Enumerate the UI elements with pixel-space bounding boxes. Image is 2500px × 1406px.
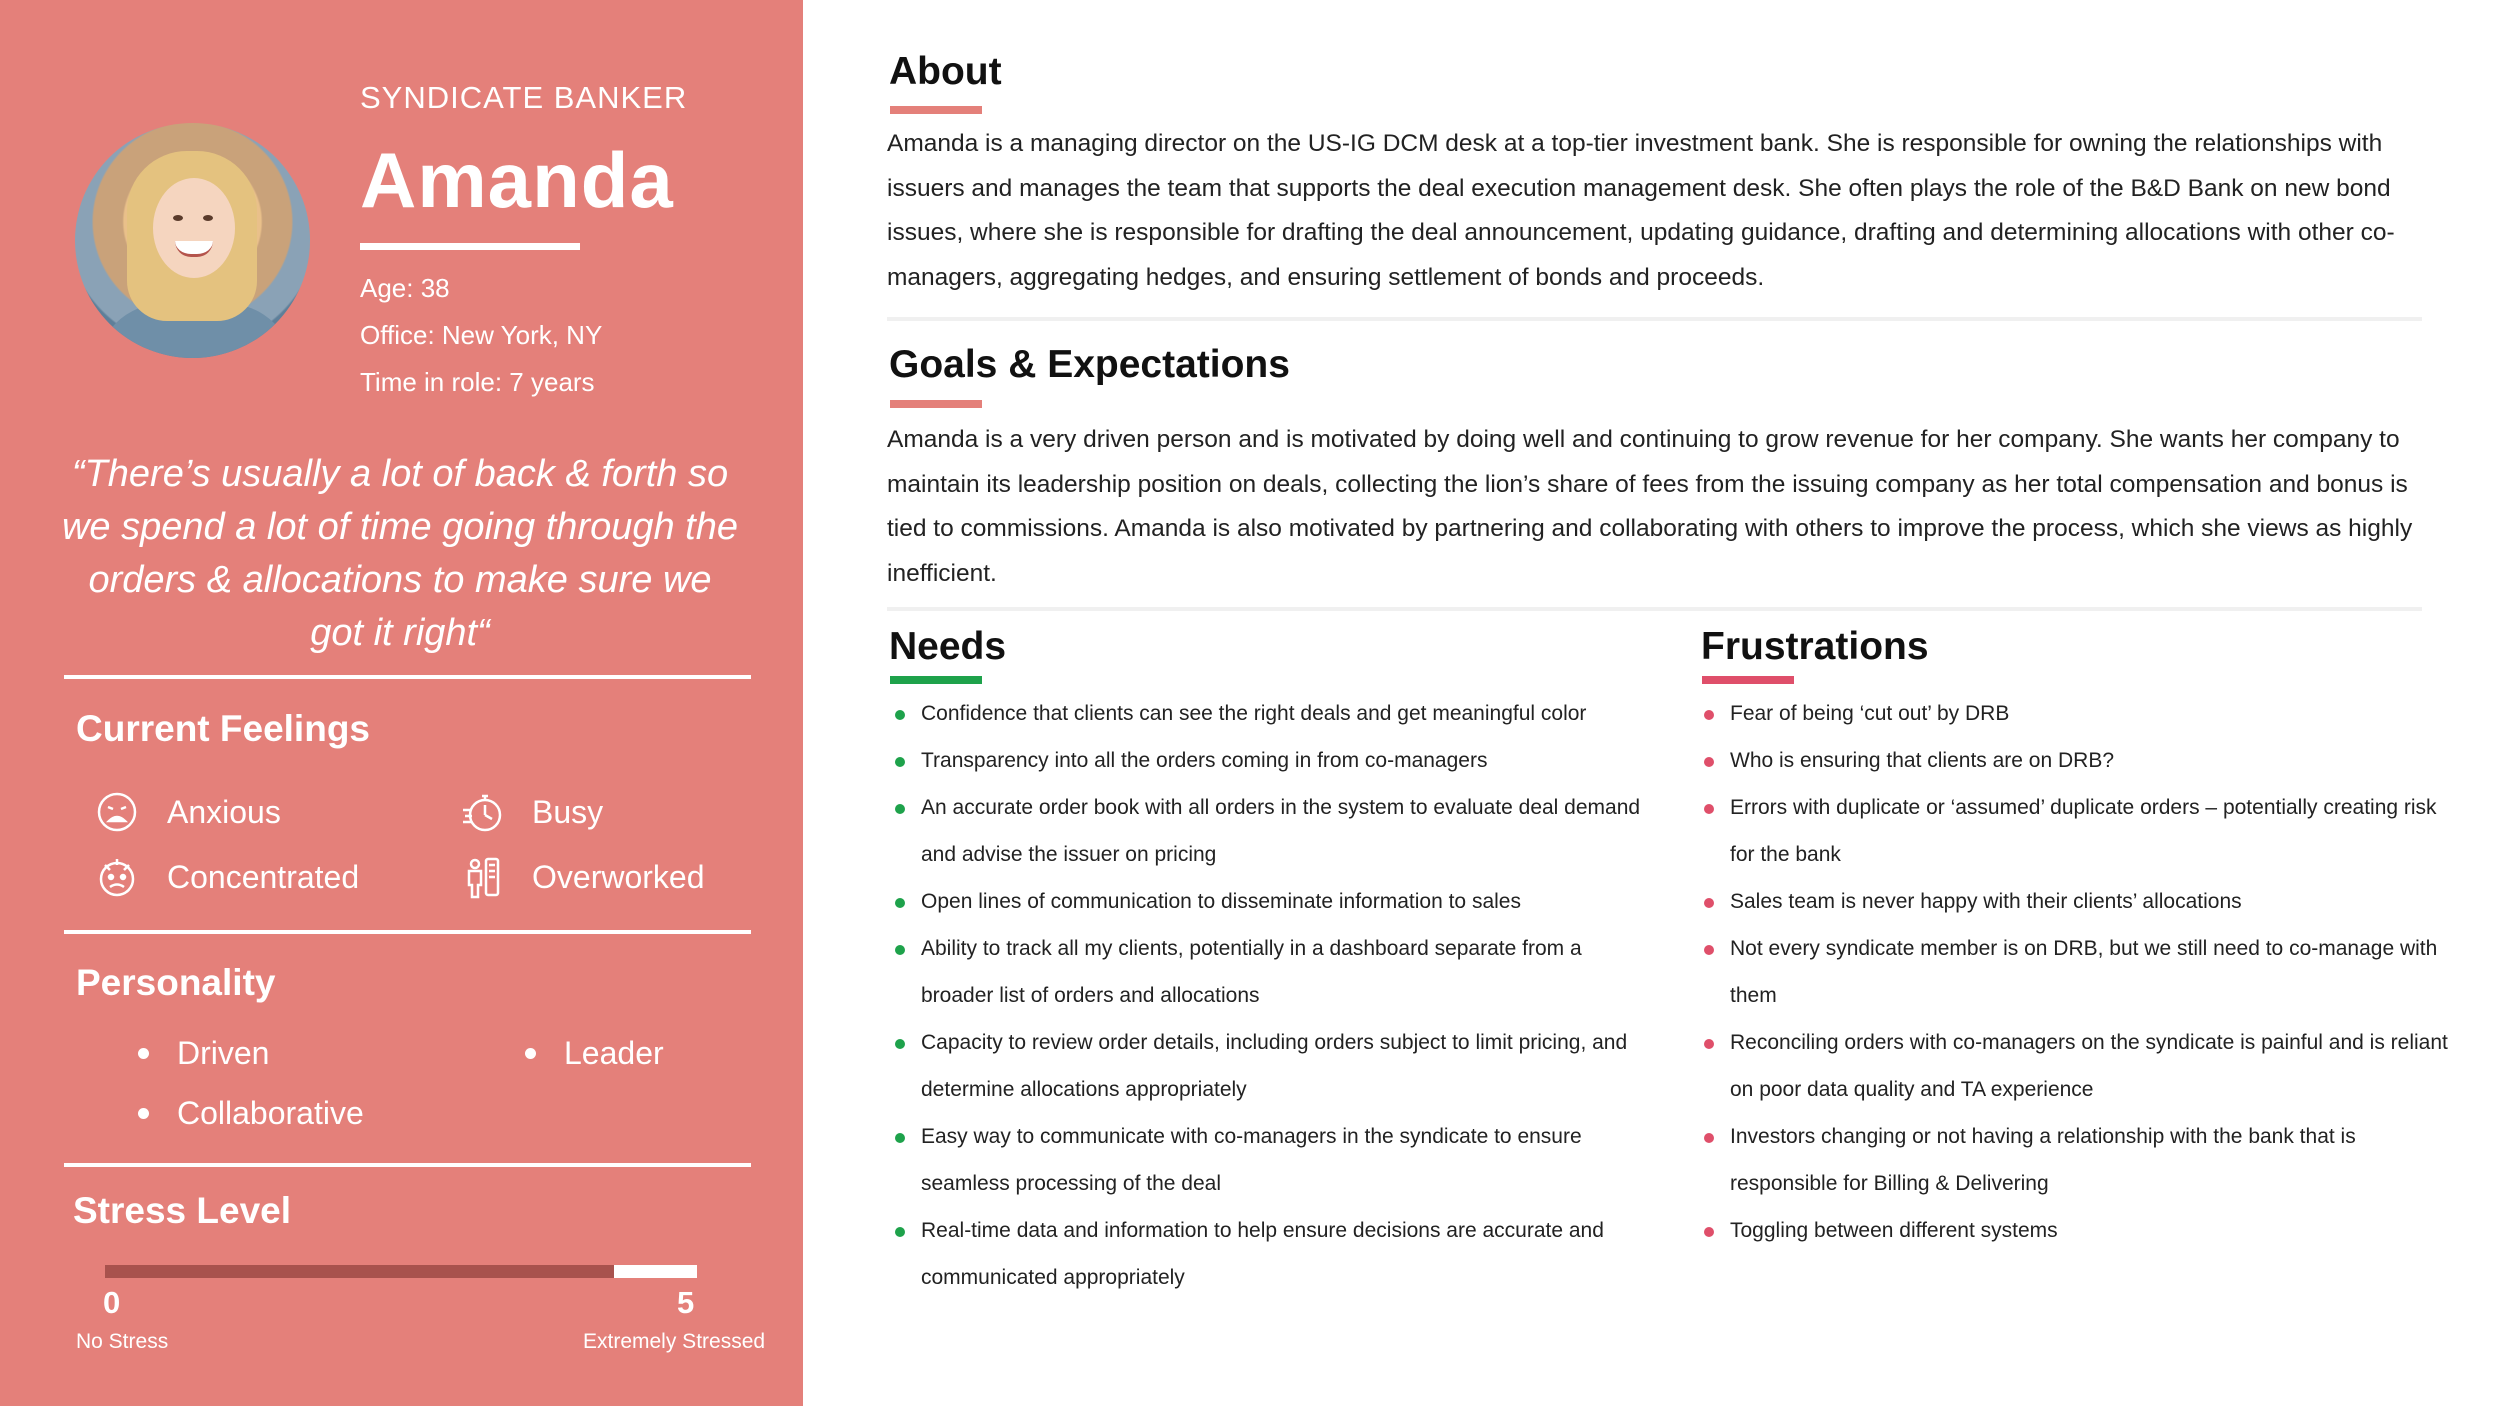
needs-underline — [890, 676, 982, 684]
list-item: Sales team is never happy with their clients’ allocations — [1698, 878, 2453, 925]
trait-label: Driven — [177, 1035, 270, 1071]
divider — [64, 930, 751, 934]
stress-title: Stress Level — [73, 1190, 292, 1231]
list-item: Easy way to communicate with co-managers in the syndicate to ensure seamless processing of the deal — [889, 1113, 1659, 1207]
stress-max-value: 5 — [677, 1285, 695, 1320]
office-text: Office: New York, NY — [360, 320, 603, 350]
divider — [64, 1163, 751, 1167]
name-underline — [360, 243, 580, 250]
list-item: Open lines of communication to disseminate information to sales — [889, 878, 1659, 925]
divider — [64, 675, 751, 679]
stress-bar-fill — [105, 1265, 614, 1278]
feeling-anxious — [95, 790, 281, 834]
personality-title: Personality — [76, 962, 276, 1003]
list-item: Investors changing or not having a relationship with the bank that is responsible for Billing & Delivering — [1698, 1113, 2453, 1207]
feeling-overworked — [460, 855, 705, 899]
profile-photo — [75, 123, 310, 358]
trait-label: Collaborative — [177, 1095, 364, 1131]
frustrations-list — [1698, 690, 2453, 1254]
concentrated-face-icon — [95, 855, 139, 899]
role-label: SYNDICATE BANKER — [360, 80, 688, 115]
stress-min-label: No Stress — [76, 1330, 169, 1353]
anxious-face-icon — [95, 790, 139, 834]
feelings-title: Current Feelings — [76, 708, 370, 749]
list-item: Real-time data and information to help ensure decisions are accurate and communicated appropriately — [889, 1207, 1659, 1301]
section-divider — [887, 607, 2422, 611]
trait-leader — [525, 1035, 664, 1072]
feeling-label: Busy — [532, 793, 604, 830]
needs-list — [889, 690, 1659, 1301]
trait-label: Leader — [564, 1035, 664, 1071]
overworked-person-icon — [460, 855, 504, 899]
persona-name: Amanda — [360, 136, 674, 224]
list-item: Ability to track all my clients, potentially in a dashboard separate from a broader list of orders and allocations — [889, 925, 1659, 1019]
list-item: Confidence that clients can see the right deals and get meaningful color — [889, 690, 1659, 737]
stress-max-label: Extremely Stressed — [583, 1330, 766, 1353]
persona-quote: “There’s usually a lot of back & forth so we spend a lot of time going through the orders & allocations to make sure we got it right“ — [61, 453, 738, 654]
trait-collaborative — [138, 1095, 364, 1132]
goals-text: Amanda is a very driven person and is motivated by doing well and continuing to grow revenue for her company. She wants her company to maintain its leadership position on deals, collecting the lion’s share of fees from the issuing company as her total compensation and bonus is tied to commissions. Amanda is also motivated by partnering and collaborating with others to improve the process, which she views as highly inefficient. — [887, 426, 2413, 587]
feeling-label: Anxious — [167, 793, 281, 830]
time-in-role-text: Time in role: 7 years — [360, 367, 595, 397]
feeling-label: Overworked — [532, 858, 705, 895]
about-underline — [890, 106, 982, 114]
list-item: Capacity to review order details, including orders subject to limit pricing, and determine allocations appropriately — [889, 1019, 1659, 1113]
frustrations-underline — [1702, 676, 1794, 684]
needs-title: Needs — [889, 625, 1007, 668]
profile-panel — [0, 0, 803, 1406]
list-item: Not every syndicate member is on DRB, but we still need to co-manage with them — [1698, 925, 2453, 1019]
list-item: Transparency into all the orders coming in from co-managers — [889, 737, 1659, 784]
stress-min-value: 0 — [103, 1285, 121, 1320]
stopwatch-icon — [460, 790, 504, 834]
age-text: Age: 38 — [360, 273, 450, 303]
list-item: Toggling between different systems — [1698, 1207, 2453, 1254]
feeling-concentrated — [95, 855, 359, 899]
list-item: Who is ensuring that clients are on DRB? — [1698, 737, 2453, 784]
frustrations-title: Frustrations — [1701, 625, 1929, 668]
trait-driven — [138, 1035, 269, 1072]
about-title: About — [889, 50, 1002, 93]
list-item: Fear of being ‘cut out’ by DRB — [1698, 690, 2453, 737]
stress-bar — [105, 1265, 697, 1278]
goals-title: Goals & Expectations — [889, 343, 1290, 386]
list-item: An accurate order book with all orders in the system to evaluate deal demand and advise the issuer on pricing — [889, 784, 1659, 878]
photo-eye — [173, 215, 183, 221]
list-item: Reconciling orders with co-managers on the syndicate is painful and is reliant on poor data quality and TA experience — [1698, 1019, 2453, 1113]
section-divider — [887, 317, 2422, 321]
about-text: Amanda is a managing director on the US-IG DCM desk at a top-tier investment bank. She is responsible for owning the relationships with issuers and manages the team that supports the deal execution management desk. She often plays the role of the B&D Bank on new bond issues, where she is responsible for drafting the deal announcement, updating guidance, drafting and determining allocations with other co-managers, aggregating hedges, and ensuring settlement of bonds and proceeds. — [887, 130, 2395, 291]
goals-underline — [890, 400, 982, 408]
photo-eye — [203, 215, 213, 221]
feeling-label: Concentrated — [167, 858, 360, 895]
feeling-busy — [460, 790, 603, 834]
photo-face — [153, 178, 235, 278]
list-item: Errors with duplicate or ‘assumed’ duplicate orders – potentially creating risk for the bank — [1698, 784, 2453, 878]
